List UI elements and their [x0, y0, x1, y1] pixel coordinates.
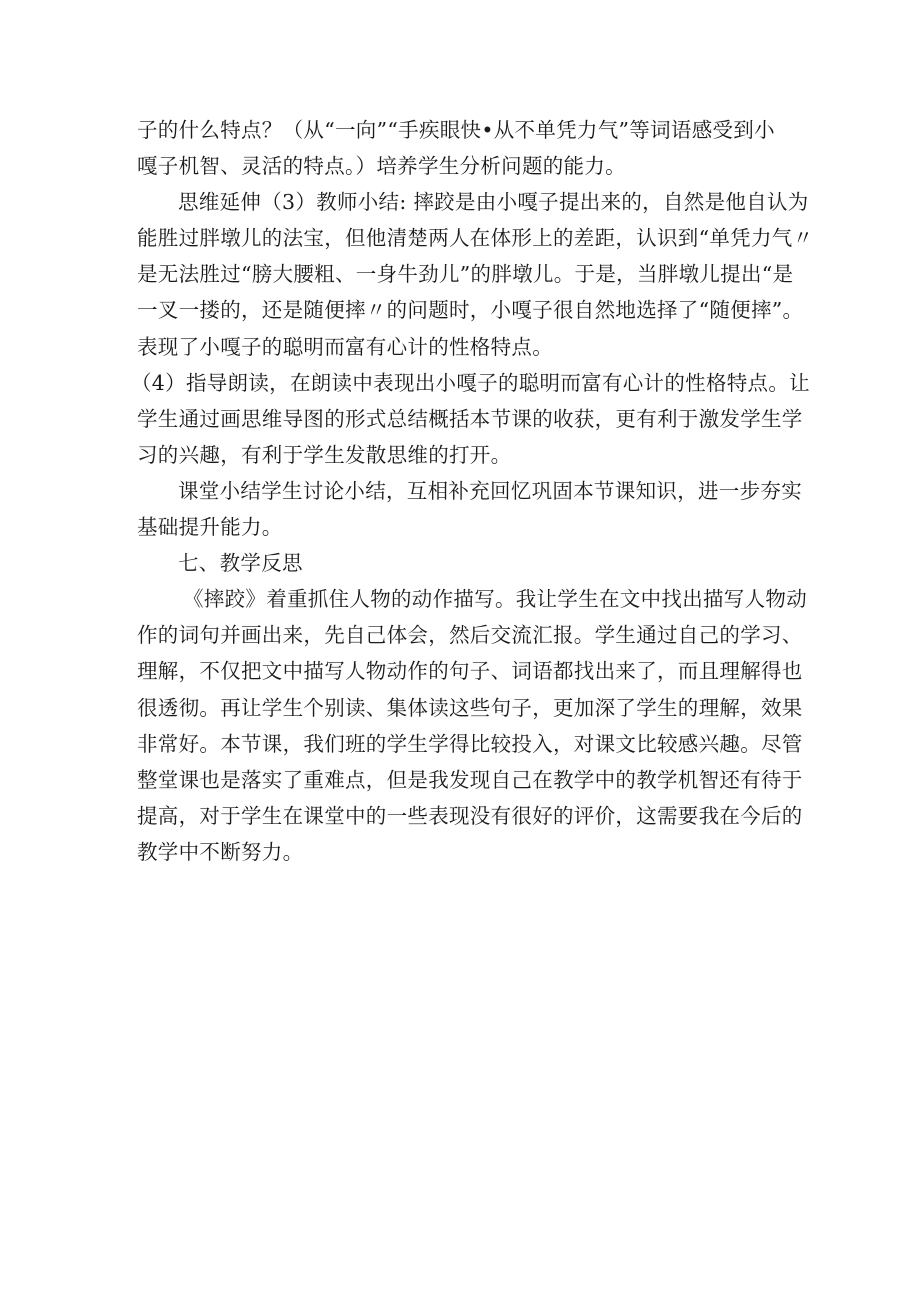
text-line-16: 理解，不仅把文中描写人物动作的句子、词语都找出来了，而且理解得也 [137, 659, 803, 684]
text-line-7: 表现了小嘎子的聪明而富有心计的性格特点。 [137, 334, 553, 359]
text-line-14: 《摔跤》着重抓住人物的动作描写。我让学生在文中找出描写人物动 [183, 587, 807, 612]
text-line-17: 很透彻。再让学生个别读、集体读这些句子，更加深了学生的理解，效果 [137, 695, 803, 720]
text-line-12: 基础提升能力。 [137, 515, 283, 540]
text-line-5: 是无法胜过“膀大腰粗、一身牛劲儿”的胖墩儿。于是，当胖墩儿提出“是 [137, 262, 794, 287]
text-line-19: 整堂课也是落实了重难点，但是我发现自己在教学中的教学机智还有待于 [137, 767, 803, 792]
document-body [131, 112, 814, 870]
text-line-21: 教学中不断努力。 [137, 839, 304, 864]
text-line-15: 作的词句并画出来，先自己体会，然后交流汇报。学生通过自己的学习、 [137, 623, 803, 648]
text-line-11: 课堂小结学生讨论小结，互相补充回忆巩固本节课知识，进一步夯实 [178, 478, 802, 503]
text-line-10: 习的兴趣，有利于学生发散思维的打开。 [137, 442, 512, 467]
text-line-3: 思维延伸（3）教师小结: 摔跤是由小嘎子提出来的，自然是他自认为 [178, 190, 809, 215]
text-line-8: （4）指导朗读，在朗读中表现出小嘎子的聪明而富有心计的性格特点。让 [131, 370, 810, 395]
section-heading-reflection: 七、教学反思 [178, 551, 303, 576]
text-line-1: 子的什么特点？（从“一向”“手疾眼快•从不单凭力气”等词语感受到小 [137, 118, 775, 142]
text-line-20: 提高，对于学生在课堂中的一些表现没有很好的评价，这需要我在今后的 [137, 803, 803, 828]
text-line-18: 非常好。本节课，我们班的学生学得比较投入，对课文比较感兴趣。尽管 [137, 731, 803, 756]
text-line-9: 学生通过画思维导图的形式总结概括本节课的收获，更有利于激发学生学 [137, 406, 803, 431]
text-line-6: 一叉一搂的，还是随便摔〃的问题时，小嘎子很自然地选择了“随便摔”。 [137, 298, 804, 323]
text-line-4: 能胜过胖墩儿的法宝，但他清楚两人在体形上的差距，认识到“单凭力气〃 [137, 226, 814, 251]
text-line-2: 嘎子机智、灵活的特点。）培养学生分析问题的能力。 [137, 154, 626, 179]
